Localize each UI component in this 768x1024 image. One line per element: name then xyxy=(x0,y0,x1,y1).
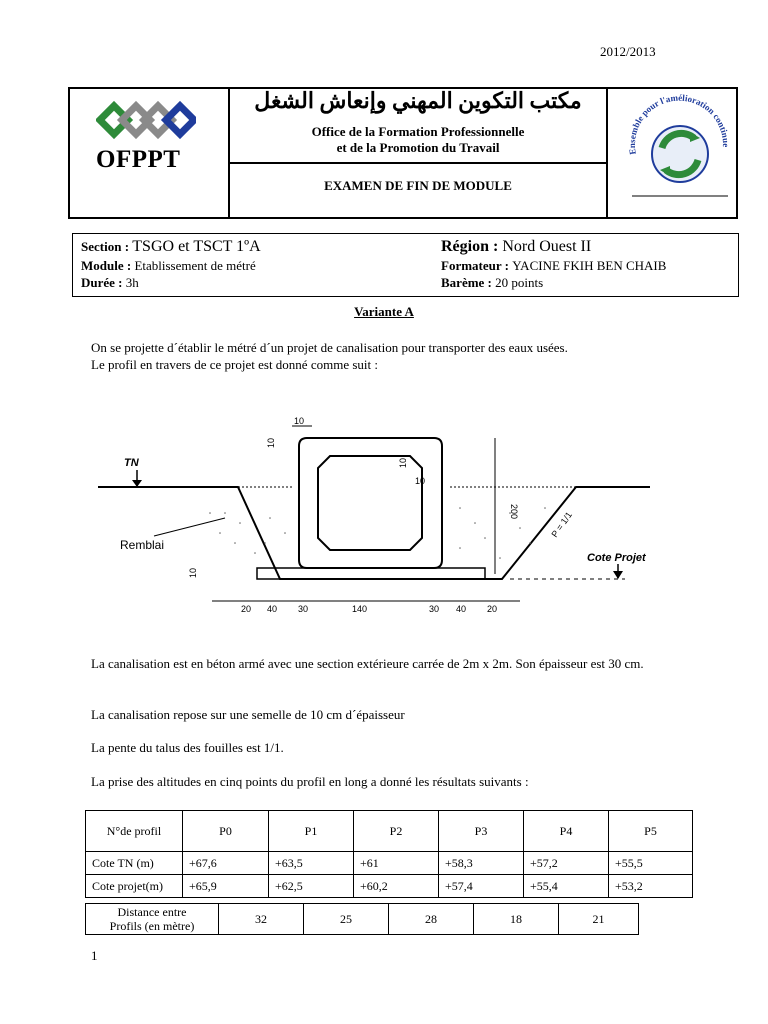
dim-base: 10 xyxy=(188,567,198,578)
dim-top: 10 xyxy=(294,416,305,426)
section-value: TSGO et TSCT 1ºA xyxy=(132,238,261,255)
bottom-dim-1: 20 xyxy=(241,604,252,614)
exam-info-box: Section : TSGO et TSCT 1ºA Région : Nord Ouest II Module : Etablissement de métré Formateur : YACINE FKIH BEN CHAIB Durée : 3h Barème : 20 points xyxy=(72,233,739,297)
table-row: Cote TN (m) +67,6 +63,5 +61 +58,3 +57,2 +55,5 xyxy=(86,852,693,875)
region-value: Nord Ouest II xyxy=(502,238,592,255)
cote-projet-label: Cote Projet xyxy=(587,552,646,564)
exam-title: EXAMEN DE FIN DE MODULE xyxy=(324,178,512,193)
dim-inner1: 10 xyxy=(398,457,408,468)
tn-label: TN xyxy=(124,457,139,469)
slope-label: P = 1/1 xyxy=(549,509,575,540)
table-row: Cote projet(m) +65,9 +62,5 +60,2 +57,4 +55,4 +53,2 xyxy=(86,875,693,898)
ofppt-logo-icon xyxy=(96,100,196,146)
formateur-value: YACINE FKIH BEN CHAIB xyxy=(512,258,667,273)
paragraph-2: La canalisation repose sur une semelle de 10 cm d´épaisseur xyxy=(91,707,405,722)
arabic-title: مكتب التكوين المهني وإنعاش الشغل xyxy=(254,88,582,113)
bottom-dim-7: 20 xyxy=(487,604,498,614)
bareme-value: 20 points xyxy=(495,275,544,290)
dim-inner2: 10 xyxy=(415,476,426,486)
paragraph-4: La prise des altitudes en cinq points du profil en long a donné les résultats suivants : xyxy=(91,774,529,789)
dim-height: 200 xyxy=(509,504,519,520)
bottom-dim-5: 30 xyxy=(429,604,440,614)
bottom-dim-2: 40 xyxy=(267,604,278,614)
seal-text: Ensemble pour l'amélioration continue xyxy=(626,92,732,156)
paragraph-1: La canalisation est en béton armé avec une section extérieure carrée de 2m x 2m. Son épaisseur est 30 cm. xyxy=(91,656,644,671)
bottom-dim-6: 40 xyxy=(456,604,467,614)
logo-text: OFPPT xyxy=(96,146,181,173)
altitude-table xyxy=(85,810,693,898)
paragraph-3: La pente du talus des fouilles est 1/1. xyxy=(91,740,284,755)
table-header-row: N°de profil P0 P1 P2 P3 P4 P5 xyxy=(86,811,693,852)
bottom-dim-3: 30 xyxy=(298,604,309,614)
distance-row: Distance entre Profils (en mètre) 32 25 28 18 21 xyxy=(86,904,639,935)
cross-section-diagram xyxy=(90,408,670,630)
bottom-dim-4: 140 xyxy=(352,604,368,614)
intro-text: On se projette d´établir le métré d´un projet de canalisation pour transporter des eaux usées. Le profil en travers de ce projet est donné comme suit : xyxy=(91,340,568,372)
module-value: Etablissement de métré xyxy=(134,258,256,273)
school-year: 2012/2013 xyxy=(600,44,656,59)
distance-label: Distance entre Profils (en mètre) xyxy=(86,904,219,935)
duree-value: 3h xyxy=(125,275,139,290)
seal-icon xyxy=(622,92,732,214)
page-number: 1 xyxy=(91,948,98,963)
dim-left-top: 10 xyxy=(266,437,276,448)
office-name: Office de la Formation Professionnelle et de la Promotion du Travail xyxy=(311,124,525,155)
distance-table xyxy=(85,903,639,935)
variante-title: Variante A xyxy=(354,304,414,319)
remblai-label: Remblai xyxy=(120,538,165,552)
